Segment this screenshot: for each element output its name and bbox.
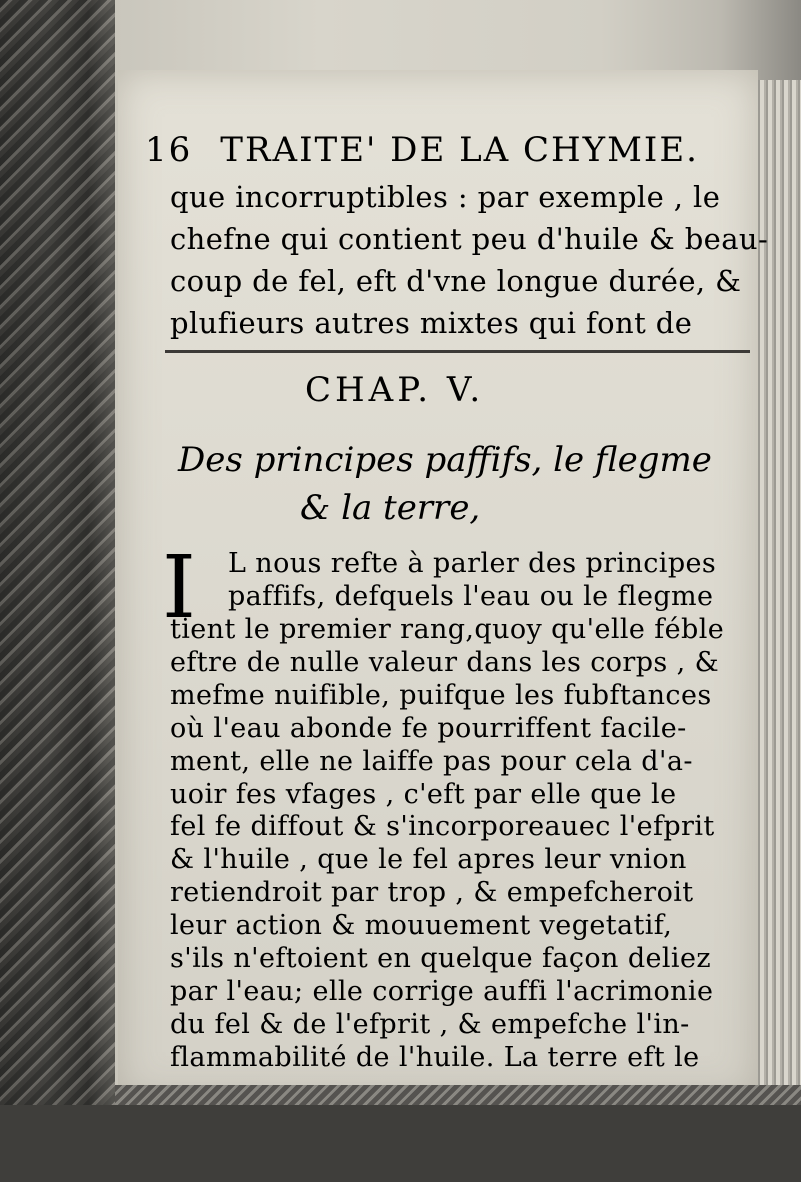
body-line: flammabilité de l'huile. La terre eft le [170,1042,700,1073]
book-binding [0,0,115,1182]
text-line: plufieurs autres mixtes qui font de [170,306,693,340]
body-line: ment, elle ne laiffe pas pour cela d'a- [170,746,693,777]
body-line: eftre de nulle valeur dans les corps , & [170,647,720,678]
page-header [145,130,699,170]
body-line: s'ils n'eftoient en quelque façon deliez [170,943,711,974]
bottom-binding [115,1085,801,1105]
body-line: uoir fes vfages , c'eft par elle que le [170,779,677,810]
drop-cap: I [162,538,196,638]
body-line: mefme nuifible, puifque les fubftances [170,680,712,711]
body-line: L nous refte à parler des principes [228,548,717,579]
text-line: que incorruptibles : par exemple , le [170,180,721,214]
text-line: coup de fel, eft d'vne longue durée, & [170,264,742,298]
scan-table [0,1105,801,1182]
body-line: du fel & de l'efprit , & empefche l'in- [170,1009,690,1040]
body-line: leur action & mouuement vegetatif, [170,910,673,941]
chapter-title: Des principes paffifs, le flegme [178,440,712,480]
chapter-heading: CHAP. V. [305,370,485,410]
body-line: où l'eau abonde fe pourriffent facile- [170,713,687,744]
body-line: paffifs, defquels l'eau ou le flegme [228,581,714,612]
body-line: & l'huile , que le fel apres leur vnion [170,844,687,875]
chapter-title-continued: & la terre, [300,488,481,528]
running-title: TRAITE' DE LA CHYMIE. [220,130,699,170]
body-line: tient le premier rang,quoy qu'elle féble [170,614,725,645]
body-line: retiendroit par trop , & empefcheroit [170,877,694,908]
body-line: fel fe diffout & s'incorporeauec l'efprit [170,811,715,842]
text-line: chefne qui contient peu d'huile & beau- [170,222,769,256]
section-rule [165,350,750,353]
page-number: 16 [145,130,193,170]
body-line: par l'eau; elle corrige auffi l'acrimonie [170,976,714,1007]
